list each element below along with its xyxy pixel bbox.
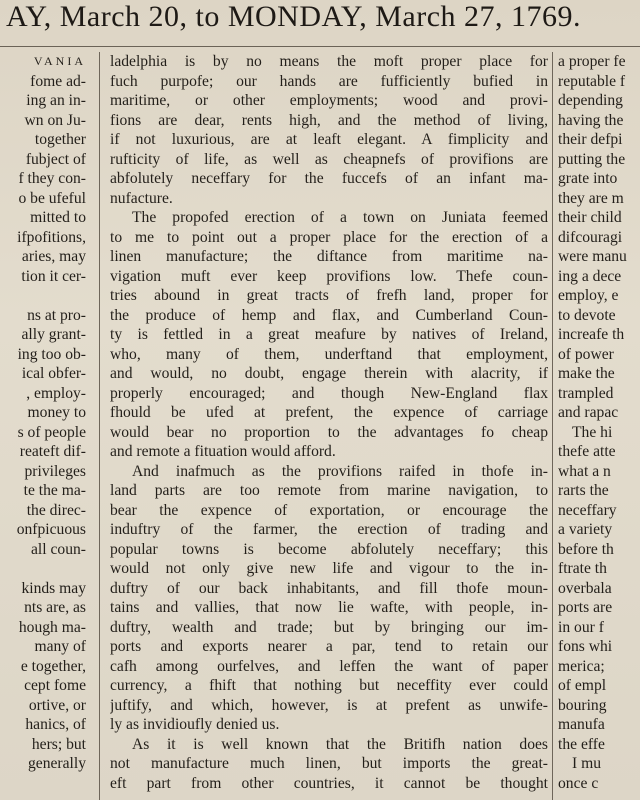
article-line: properly encouraged; and though New-England flax	[110, 384, 548, 402]
right-column-line: neceffary	[558, 501, 617, 519]
right-column-line: putting the	[558, 150, 626, 168]
article-line: ty is fettled in a great meafure by natives of Ireland,	[110, 326, 548, 343]
article-line: eft part from other countries, it cannot be thought	[110, 774, 548, 792]
article-line: duftry of our back inhabitants, and fill thofe moun-	[110, 579, 548, 597]
left-column-line: cept fome	[24, 677, 86, 694]
right-column-line: difcouragi	[558, 228, 623, 246]
right-column-text	[558, 52, 640, 793]
left-column-line: hough ma-	[18, 618, 86, 636]
left-column-line: ing too ob-	[17, 345, 86, 363]
right-column-line: once c	[558, 774, 599, 792]
left-column-line: money to	[27, 404, 86, 421]
right-column-line: in our f	[558, 618, 604, 636]
left-column-heading: VANIA	[33, 54, 86, 68]
main-column-text	[110, 52, 548, 793]
article-line: As it is well known that the Britifh nation does	[132, 735, 548, 753]
article-line: fuch purpofe; our hands are fufficiently bufied in	[110, 72, 548, 90]
article-line: vigation muft ever keep provifions low. Thefe coun-	[110, 267, 548, 285]
article-line: would bear no proportion to the advantages fo cheap	[110, 423, 548, 441]
article-line: who, many of them, underftand that employment,	[110, 345, 548, 363]
left-column-line: the direc-	[26, 501, 86, 519]
article-line: linen manufacture; the diftance from maritime na-	[110, 248, 548, 265]
right-column-line: rarts the	[558, 482, 609, 499]
right-column-line: ports are	[558, 599, 613, 616]
article-line: nufacture.	[110, 189, 173, 207]
left-column-line	[0, 286, 88, 306]
left-column-line: aries, may	[21, 248, 86, 265]
left-column-line: fubject of	[25, 150, 86, 168]
left-column-line: privileges	[24, 462, 86, 480]
left-column-line: f they con-	[18, 170, 86, 187]
left-column-line: o be ufeful	[18, 189, 86, 207]
article-line: duftry, wealth and trade; but by bringing our im-	[110, 618, 548, 636]
left-column-line: mitted to	[30, 209, 86, 226]
left-column-line: ing an in-	[26, 92, 86, 109]
right-column-line: ftrate th	[558, 560, 607, 577]
left-column-line: fome ad-	[30, 72, 86, 90]
article-line: currency, a fhift that nothing but neceffity ever could	[110, 677, 548, 694]
left-column-line: ortive, or	[28, 696, 86, 714]
article-line: ladelphia is by no means the moft proper place for	[110, 53, 548, 70]
article-line: popular towns is become abfolutely neceffary; this	[110, 540, 548, 558]
right-column-line: The hi	[572, 423, 613, 441]
article-line: would not only give new life and vigour to the in-	[110, 560, 548, 577]
right-column-line: I mu	[572, 755, 602, 772]
left-column-line: all coun-	[31, 540, 86, 558]
article-line: and would, no doubt, engage therein with alacrity, if	[110, 365, 548, 382]
right-column-line: merica;	[558, 657, 605, 675]
left-column-line: hanics, of	[25, 716, 86, 733]
column-rule-right	[552, 52, 553, 800]
left-column-line: ns at pro-	[27, 306, 86, 324]
right-column-line: of empl	[558, 677, 607, 694]
left-column-line: ally grant-	[21, 326, 86, 343]
article-line: cafh among ourfelves, and leffen the want of paper	[110, 657, 548, 675]
article-paragraph	[110, 735, 548, 794]
right-column-line: having the	[558, 111, 624, 129]
right-column-line: a proper fe	[558, 53, 626, 70]
article-line: if not luxurious, are at leaft elegant. A fimplicity and	[110, 131, 548, 148]
left-column-line: ifpofitions,	[17, 228, 86, 246]
right-column-line: increafe th	[558, 326, 625, 343]
article-paragraph	[110, 462, 548, 735]
article-line: ly as invidioufly denied us.	[110, 716, 280, 733]
article-paragraph	[110, 208, 548, 462]
right-column-line: were manu	[558, 248, 627, 265]
article-line: And inafmuch as the provifions raifed in thofe in-	[132, 462, 548, 480]
left-column-line: ical obfer-	[21, 365, 86, 382]
right-column-line: the effe	[558, 735, 605, 753]
left-column-line: te the ma-	[23, 482, 86, 499]
left-column-line: nts are, as	[24, 599, 86, 616]
right-column-line: their defpi	[558, 131, 623, 148]
left-column-line: , employ-	[26, 384, 86, 402]
article-line: abfolutely neceffary for the fuccefs of an infant ma-	[110, 170, 548, 187]
right-column-line: employ, e	[558, 287, 619, 304]
left-column-line: hers; but	[31, 735, 86, 753]
article-line: rufticity of life, as well as cheapnefs of provifions are	[110, 150, 548, 168]
right-column-line: make the	[558, 365, 615, 382]
article-line: to me to point out a proper place for the erection of a	[110, 228, 548, 246]
article-line: and remote a fituation would afford.	[110, 443, 336, 460]
article-paragraph	[110, 52, 548, 208]
article-line: tains and vallies, that now lie wafte, with people, in-	[110, 599, 548, 616]
left-column-line: together	[34, 131, 86, 148]
right-column-line: reputable f	[558, 72, 626, 90]
article-line: induftry of the farmer, the erection of trading and	[110, 521, 548, 538]
article-line: the produce of hemp and flax, and Cumberland Coun-	[110, 306, 548, 324]
right-column-line: they are m	[558, 189, 624, 207]
right-column-line: and rapac	[558, 404, 619, 421]
right-column-line: bouring	[558, 696, 607, 714]
right-column-line: what a n	[558, 462, 611, 480]
left-column-line: kinds may	[21, 579, 86, 597]
column-rule-left	[99, 52, 100, 800]
article-line: juftify, and which, however, is at prefent as unwife-	[110, 696, 548, 714]
left-column-line: wn on Ju-	[24, 111, 86, 129]
article-line: bear the expence of exportation, or encourage the	[110, 501, 548, 519]
left-column-line: generally	[27, 755, 86, 772]
right-column-line: before th	[558, 540, 614, 558]
right-column-line: ing a dece	[558, 267, 622, 285]
main-column	[110, 52, 548, 800]
left-column-line: s of people	[17, 423, 86, 441]
left-column-line: reateft dif-	[19, 443, 86, 460]
article-line: maritime, or other employments; wood and provi-	[110, 92, 548, 109]
right-column-line: trampled	[558, 384, 614, 402]
left-column-line	[0, 559, 88, 579]
right-column-line: depending	[558, 92, 623, 109]
article-line: ports and exports nearer a par, tend to retain our	[110, 638, 548, 655]
right-column	[558, 52, 640, 800]
left-column	[0, 52, 88, 800]
article-line: The propofed erection of a town on Juniata feemed	[132, 209, 548, 226]
right-column-line: a variety	[558, 521, 613, 538]
right-column-line: to devote	[558, 306, 616, 324]
article-line: land parts are too remote from marine navigation, to	[110, 482, 548, 499]
article-line: not manufacture much linen, but imports the great-	[110, 755, 548, 772]
left-column-line: tion it cer-	[21, 267, 86, 285]
masthead	[0, 0, 640, 47]
right-column-line: grate into	[558, 170, 618, 187]
right-column-line: thefe atte	[558, 443, 616, 460]
right-column-line: manufa	[558, 716, 605, 733]
article-line: tries abound in great tracts of frefh land, proper for	[110, 287, 548, 304]
left-column-line: e together,	[20, 657, 86, 675]
left-column-line: onfpicuous	[16, 521, 86, 538]
right-column-line: overbala	[558, 579, 612, 597]
masthead-date-line: AY, March 20, to MONDAY, March 27, 1769.	[6, 0, 582, 33]
right-column-line: their child	[558, 209, 622, 226]
right-column-line: fons whi	[558, 638, 613, 655]
right-column-line: of power	[558, 345, 614, 363]
left-column-line: many of	[34, 638, 86, 655]
article-line: fions are dear, rents high, and the method of living,	[110, 111, 548, 129]
left-column-text	[0, 72, 88, 774]
article-line: fhould be ufed at prefent, the expence of carriage	[110, 404, 548, 421]
